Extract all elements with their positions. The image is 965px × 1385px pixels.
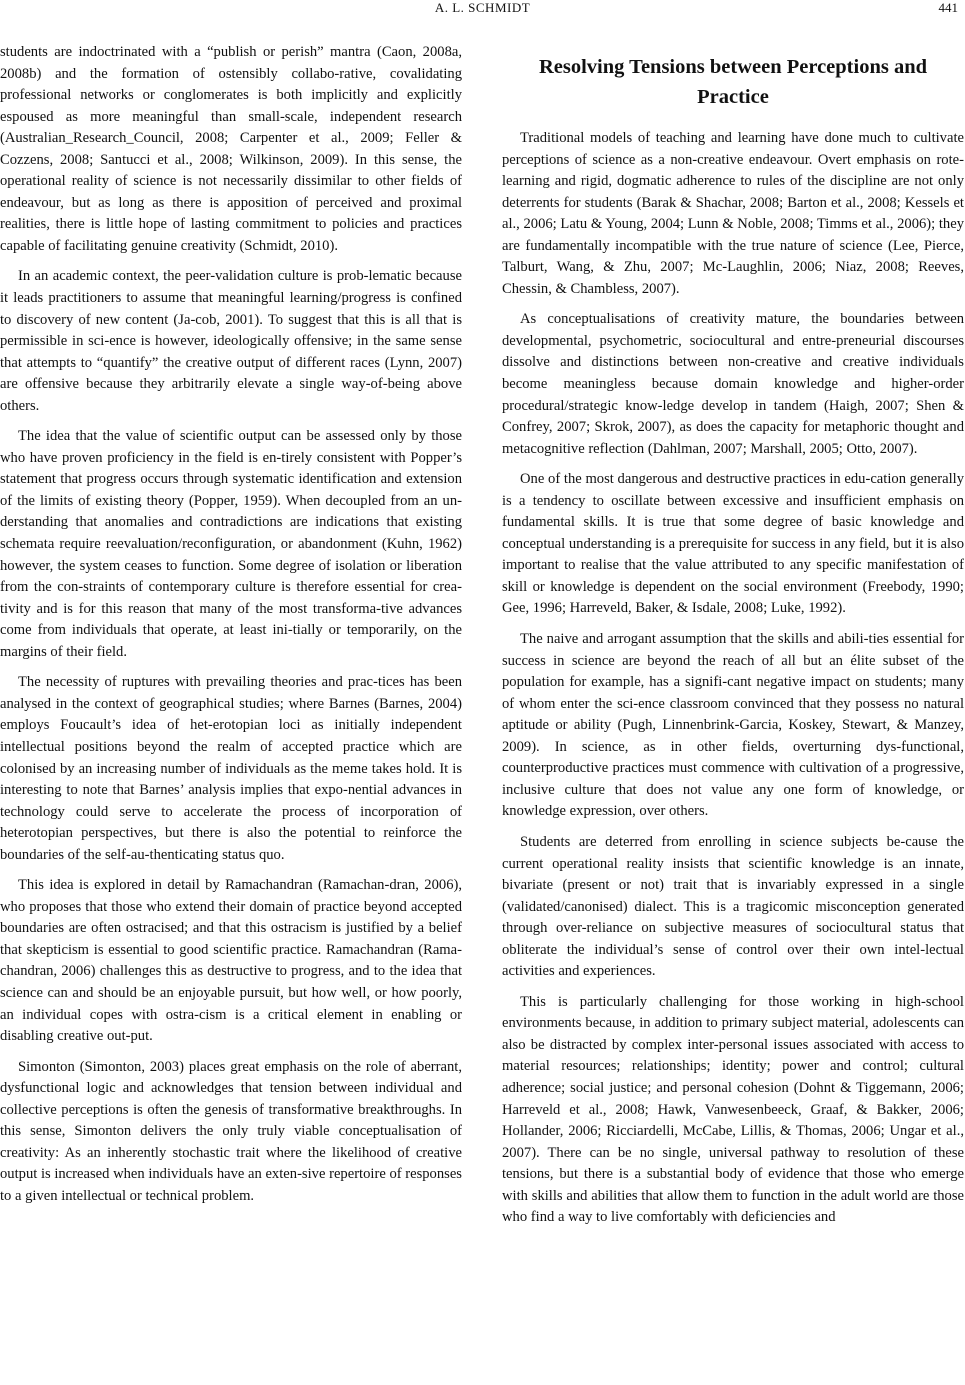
paragraph: The idea that the value of scientific output can be assessed only by those who have proven proficiency in the field is en-tirely consistent with Popper’s statement that progress occurs through systematic identification and extension of the limits of existing theory (Popper, 1959). When decoupled from an un-derstanding that anomalies and contradictions are indications that existing schemata require reevaluation/reconfiguration, or abandonment (Kuhn, 1962) however, the system ceases to function. Some degree of isolation or liberation from the con-straints of contemporary culture is therefore essential for crea-tivity and is for this reason that many of the most transforma-tive advances come from individuals that operate, at least ini-tially or temporarily, on the margins of their field. xyxy=(0,428,462,660)
running-head: A. L. SCHMIDT xyxy=(434,0,531,15)
paragraph: As conceptualisations of creativity mature, the boundaries between developmental, psychometric, sociocultural and entre-preneurial discourses dissolve and distinctions between non-creative and creative individuals become meaningless because domain knowledge and higher-order procedural/strategic know-ledge develop in tandem (Haigh, 2007; Shen & Confrey, 2007; Skrok, 2007), as does the capacity for metaphoric thought and metacognitive reflection (Dahlman, 2007; Marshall, 2005; Otto, 2007). xyxy=(502,311,964,457)
paragraph: Students are deterred from enrolling in science subjects be-cause the current operational reality insists that scientific knowledge is an innate, bivariate (present or not) trait that is invariably expressed in a single (validated/canonised) dialect. This is a tragicomic misconception generated through over-reliance on subjective measures of sociocultural status that obliterate the individual’s sense of control over their own intel-lectual activities and experiences. xyxy=(502,833,964,980)
left-column xyxy=(0,42,462,1216)
section-title: Resolving Tensions between Perceptions and Practice xyxy=(538,56,928,108)
paragraph: students are indoctrinated with a “publish or perish” mantra (Caon, 2008a, 2008b) and the formation of ostensibly collabo-rative, covalidating professional networks or conglomerates is both implicitly and explicitly espoused as more meaningful than small-scale, independent research (Australian_Research_Council, 2008; Carpenter et al., 2009; Feller & Cozzens, 2008; Santucci et al., 2008; Wilkinson, 2009). In this sense, the operational reality of science is not necessarily dissimilar to other fields of endeavour, but as long as there is apposition of perceived and proximal realities, there is little hope of lasting commitment to policies and practices capable of facilitating genuine creativity (Schmidt, 2010). xyxy=(0,44,462,254)
paragraph: The necessity of ruptures with prevailing theories and prac-tices has been analysed in the context of geographical studies; where Barnes (Barnes, 2004) employs Foucault’s idea of het-erotopian loci as initially independent intellectual positions beyond the realm of accepted practice which are colonised by an increasing number of individuals as the meme takes hold. It is interesting to note that Barnes’ analysis implies that expo-nential advances in technology could serve to accelerate the process of incorporation of heterotopian perspectives, but there is also the potential to reinforce the boundaries of the self-au-thenticating status quo. xyxy=(0,674,462,863)
page-number: 441 xyxy=(938,0,958,15)
right-column xyxy=(502,42,964,1238)
paragraph: Simonton (Simonton, 2003) places great emphasis on the role of aberrant, dysfunctional logic and acknowledges that tension between individual and collective perceptions is often the genesis of transformative breakthroughs. In this sense, Simonton delivers the only truly viable conceptualisation of creativity: As an inherently stochastic trait where the likelihood of creative output is increased when individuals have an exten-sive repertoire of responses to a given intellectual or technical problem. xyxy=(0,1058,462,1204)
paragraph: This is particularly challenging for those working in high-school environments because, in addition to primary subject material, adolescents can also be distracted by complex inter-personal issues associated with access to material resources; relationships; identity; power and control; cultural adherence; social justice; and personal cohesion (Dohnt & Tiggemann, 2006; Harreveld et al., 2008; Hawk, Vanwesenbeeck, Graaf, & Bakker, 2006; Hollander, 2006; Ricciardelli, McCabe, Lillis, & Thomas, 2006; Ungar et al., 2007). There can be no single, universal pathway to resolution of these tensions, but there is a substantial body of evidence that those who emerge with skills and abilities that allow them to function in the adult world are those who find a way to live comfortably with deficiencies and xyxy=(502,993,964,1226)
page-header xyxy=(0,0,965,22)
paragraph: This idea is explored in detail by Ramachandran (Ramachan-dran, 2006), who proposes that those who extend their domain of practice beyond accepted boundaries are often ostracised; and that this ostracism is justified by a belief that skepticism is essential to good scientific practice. Ramachandran (Rama-chandran, 2006) challenges this as destructive to progress, and to the idea that science can and should be an enjoyable pursuit, but how well, or how poorly, an individual copes with ostra-cism is a critical element in enabling or disabling creative out-put. xyxy=(0,877,462,1045)
paragraph: The naive and arrogant assumption that the skills and abili-ties essential for success in science are beyond the reach of all but an élite subset of the population for example, has a signifi-cant negative impact on students; many of whom enter the sci-ence classroom convinced that they possess no natural aptitude or ability (Pugh, Linnenbrink-Garcia, Koskey, Stewart, & Manzey, 2009). In science, as in other fields, overturning dys-functional, counterproductive practices must commence with cultivation of a progressive, inclusive culture that does not value any one form of knowledge, or knowledge expression, over others. xyxy=(502,631,964,820)
paragraph: Traditional models of teaching and learning have done much to cultivate perceptions of science as a non-creative endeavour. Overt emphasis on rote-learning and rigid, dogmatic adherence to rules of the discipline are not only deterrents for students (Barak & Shachar, 2008; Barton et al., 2008; Kessels et al., 2006; Latu & Young, 2004; Lunn & Noble, 2008; Timms et al., 2006); they are fundamentally incompatible with the true nature of science (Lee, Pierce, Talburt, Wang, & Zhu, 2007; Mc-Laughlin, 2006; Niaz, 2008; Reeves, Chessin, & Chambless, 2007). xyxy=(502,130,964,297)
paragraph: In an academic context, the peer-validation culture is prob-lematic because it leads practitioners to assume that meaningful learning/progress is confined to discovery of new content (Ja-cob, 2001). To suggest that this is all that is permissible in sci-ence is however, ideologically offensive; in the same sense that attempts to “quantify” the creative output of different races (Lynn, 2007) are offensive because they arbitrarily elevate a single way-of-being above others. xyxy=(0,268,462,414)
paragraph: One of the most dangerous and destructive practices in edu-cation generally is a tendency to oscillate between excessive and insufficient emphasis on fundamental skills. It is true that some degree of basic knowledge and conceptual understanding is a prerequisite for success in any field, but it is also important to realise that the value attributed to any specific manifestation of skill or knowledge is dependent on the social environment (Freebody, 1990; Gee, 1996; Harreveld, Baker, & Isdale, 2008; Luke, 1992). xyxy=(502,471,965,617)
